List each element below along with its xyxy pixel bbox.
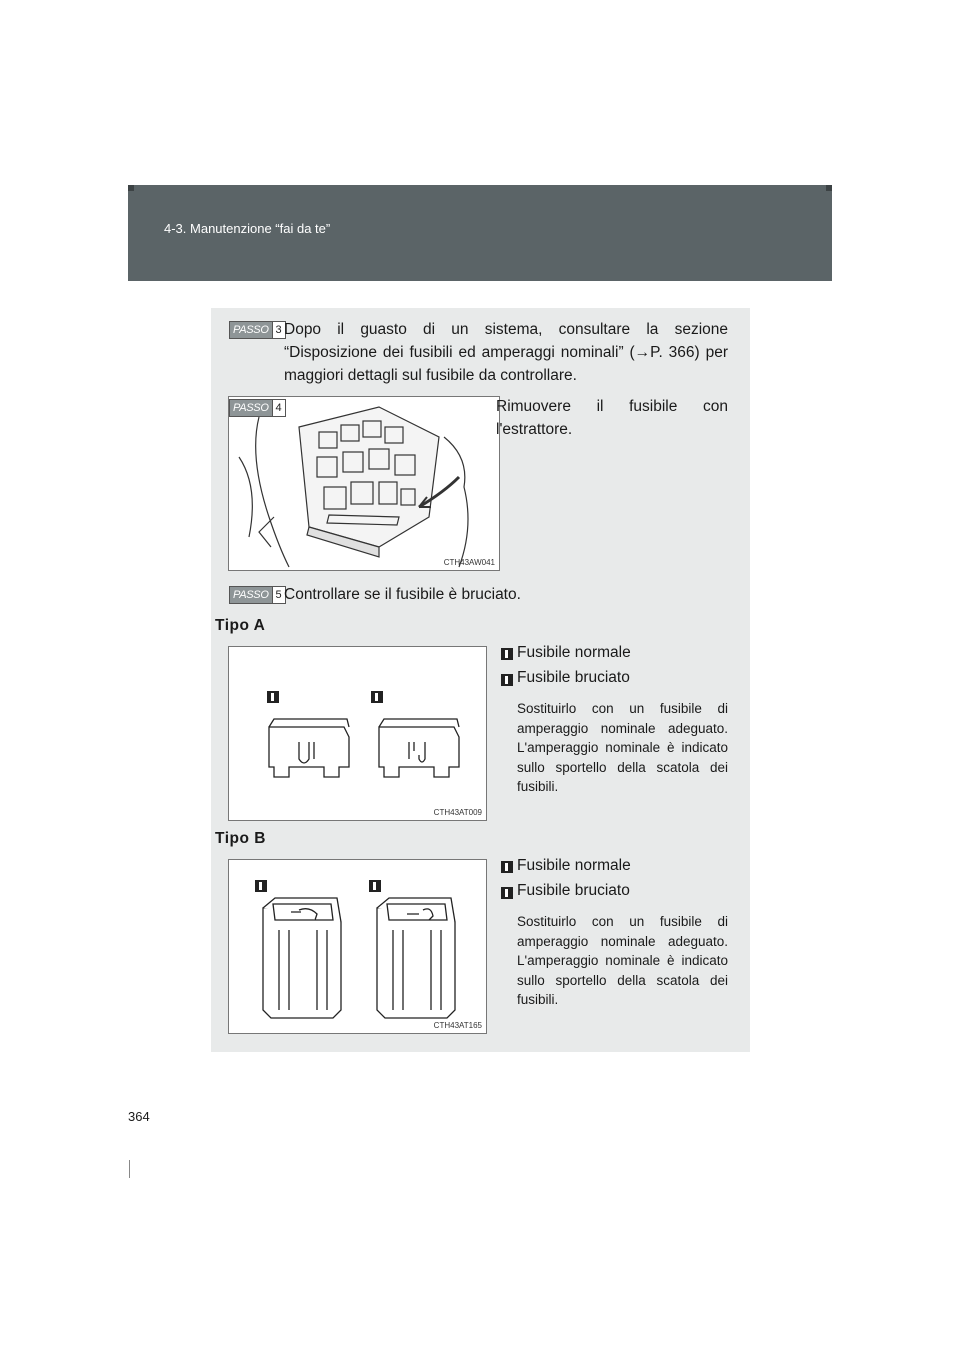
margin-mark <box>129 1160 130 1178</box>
step-number: 5 <box>272 587 285 603</box>
step-3-text: Dopo il guasto di un sistema, consultare la sezione “Disposizione dei fusibili ed amperaggi nominali” (→P. 366) per maggiori dettagli sul fusibile da controllare. <box>284 321 728 384</box>
item-2-marker <box>501 887 513 899</box>
item-1-marker <box>501 861 513 873</box>
step-5-badge <box>229 586 286 604</box>
type-b-heading: Tipo B <box>215 830 266 847</box>
step-3-badge <box>229 321 286 339</box>
cartridge-fuse-illustration <box>229 860 486 1033</box>
type-a-item-2: Fusibile bruciato <box>517 669 630 686</box>
step-4-badge <box>229 399 286 417</box>
blade-fuse-illustration <box>229 647 486 820</box>
type-a-item-1: Fusibile normale <box>517 644 631 661</box>
type-b-item-1: Fusibile normale <box>517 857 631 874</box>
header-corner-left <box>128 185 134 191</box>
type-a-heading: Tipo A <box>215 617 266 634</box>
step-number: 3 <box>272 322 285 338</box>
header-corner-right <box>826 185 832 191</box>
step-4-text: Rimuovere il fusibile con l'estrattore. <box>496 398 728 438</box>
type-b-item-2: Fusibile bruciato <box>517 882 630 899</box>
figure-caption: CTH43AT165 <box>433 1021 482 1030</box>
type-a-note: Sostituirlo con un fusibile di amperaggio nominale adeguato. L'amperaggio nominale è indicato sullo sportello della scatola dei fusibili. <box>517 701 728 794</box>
type-a-figure <box>228 646 487 821</box>
type-b-figure <box>228 859 487 1034</box>
section-header <box>128 185 832 281</box>
type-b-note: Sostituirlo con un fusibile di amperaggio nominale adeguato. L'amperaggio nominale è indicato sullo sportello della scatola dei fusibili. <box>517 914 728 1007</box>
page-number: 364 <box>128 1109 150 1124</box>
item-2-marker <box>501 674 513 686</box>
step-number: 4 <box>272 400 285 416</box>
step-5-text: Controllare se il fusibile è bruciato. <box>284 586 521 603</box>
step-label: PASSO <box>233 402 269 414</box>
fuse-box-illustration <box>229 397 499 570</box>
content-panel <box>211 308 750 1052</box>
item-1-marker <box>501 648 513 660</box>
step-label: PASSO <box>233 589 269 601</box>
figure-caption: CTH43AT009 <box>433 808 482 817</box>
step-label: PASSO <box>233 324 269 336</box>
figure-caption: CTH43AW041 <box>443 558 495 567</box>
fuse-box-figure <box>228 396 500 571</box>
section-title: 4-3. Manutenzione “fai da te” <box>164 221 331 236</box>
